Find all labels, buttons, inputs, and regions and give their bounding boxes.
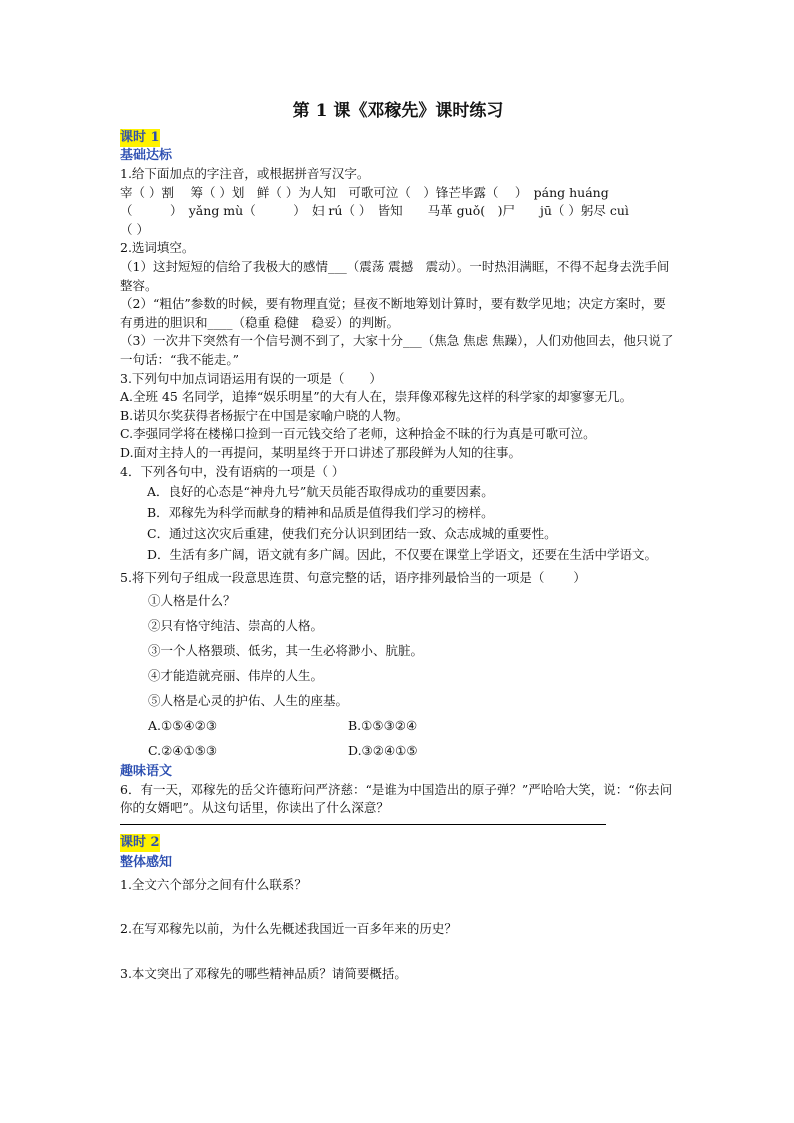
q4-option-b: B．邓稼先为科学而献身的精神和品质是值得我们学习的榜样。: [147, 505, 494, 521]
lesson-2-tag: 课时 2: [120, 834, 160, 850]
q3-option-d: D.面对主持人的一再提问，某明星终于开口讲述了那段鲜为人知的往事。: [120, 444, 522, 460]
q1-row-2: （ ） yǎng mù（ ） 妇 rú（ ） 皆知 马革 guǒ( )尸 jū（ ）躬尽 cuì: [120, 203, 629, 219]
worksheet-page: [120, 96, 676, 984]
page-title: 第 1 课《邓稼先》课时练习: [292, 101, 504, 121]
q3-stem: 3.下列句中加点词语运用有误的一项是（ ）: [120, 370, 382, 386]
q5-sentence-4: ④才能造就亮丽、伟岸的人生。: [148, 667, 324, 683]
q4-option-d: D．生活有多广阔，语文就有多广阔。因此，不仅要在课堂上学语文，还要在生活中学语文。: [147, 547, 658, 563]
q1-stem: 1.给下面加点的字注音，或根据拼音写汉字。: [120, 166, 370, 181]
q2-item-2: （2）“粗估”参数的时候，要有物理直觉；昼夜不断地筹划计算时，要有数学见地；决定方案时，要有勇进的胆识和____（稳重 稳健 稳妥）的判断。: [120, 296, 666, 330]
l2-q3: 3.本文突出了邓稼先的哪些精神品质？请简要概括。: [120, 966, 407, 982]
l2-q2: 2.在写邓稼先以前，为什么先概述我国近一百多年来的历史？: [120, 921, 457, 937]
q1-row-3: （ ）: [120, 221, 149, 237]
q6-text: 6．有一天，邓稼先的岳父许德珩问严济慈：“是谁为中国造出的原子弹？”严哈哈大笑，说：“你去问你的女婿吧”。从这句话里，你读出了什么深意？: [120, 781, 673, 816]
q5-sentence-3: ③一个人格猥琐、低劣，其一生必将渺小、肮脏。: [148, 642, 424, 658]
q4-option-c: C．通过这次灾后重建，使我们充分认识到团结一致、众志成城的重要性。: [147, 526, 557, 542]
q5-option-c: C.②④①⑤③: [148, 742, 218, 758]
q5-choices-row-2: [120, 738, 676, 763]
q5-option-d: D.③②④①⑤: [348, 742, 418, 758]
q5-sentence-1: ①人格是什么？: [148, 592, 236, 608]
q2-stem: 2.选词填空。: [120, 240, 195, 256]
q4-stem: 4．下列各句中，没有语病的一项是（ ）: [120, 463, 345, 479]
l2-q1: 1.全文六个部分之间有什么联系？: [120, 876, 307, 892]
q5-option-a: A.①⑤④②③: [148, 717, 218, 733]
q5-choices-row-1: [120, 713, 676, 738]
section-fun-heading: 趣味语文: [120, 763, 173, 779]
q5-stem: 5.将下列句子组成一段意思连贯、句意完整的话，语序排列最恰当的一项是（ ）: [120, 570, 586, 586]
section-overview-heading: 整体感知: [120, 854, 173, 870]
q5-option-b: B.①⑤③②④: [348, 717, 418, 733]
q3-option-c: C.李强同学将在楼梯口捡到一百元钱交给了老师，这种拾金不昧的行为真是可歌可泣。: [120, 426, 596, 442]
divider-line: [120, 824, 606, 825]
lesson-1-tag: 课时 1: [120, 130, 160, 145]
q4-option-a: A．良好的心态是“神舟九号”航天员能否取得成功的重要因素。: [147, 484, 494, 500]
q3-option-b: B.诺贝尔奖获得者杨振宁在中国是家喻户晓的人物。: [120, 407, 409, 423]
q3-option-a: A.全班 45 名同学，追捧“娱乐明星”的大有人在，崇拜像邓稼先这样的科学家的却寥寥无几。: [120, 389, 633, 405]
q2-item-3: （3）一次井下突然有一个信号测不到了，大家十分___（焦急 焦虑 焦躁），人们劝他回去，他只说了一句话：“我不能走。”: [120, 333, 674, 367]
q2-item-1: （1）这封短短的信给了我极大的感情___（震荡 震撼 震动）。一时热泪满眶，不得不起身去洗手间整容。: [120, 258, 670, 293]
q5-sentence-2: ②只有恪守纯洁、崇高的人格。: [148, 617, 324, 633]
q5-sentence-5: ⑤人格是心灵的护佑、人生的座基。: [148, 692, 349, 708]
section-basic-heading: 基础达标: [120, 148, 173, 163]
q1-row-1: 宰（ ）割 筹（ ）划 鲜（ ）为人知 可歌可泣（ ）锋芒毕露（ ） páng huáng: [120, 184, 609, 200]
